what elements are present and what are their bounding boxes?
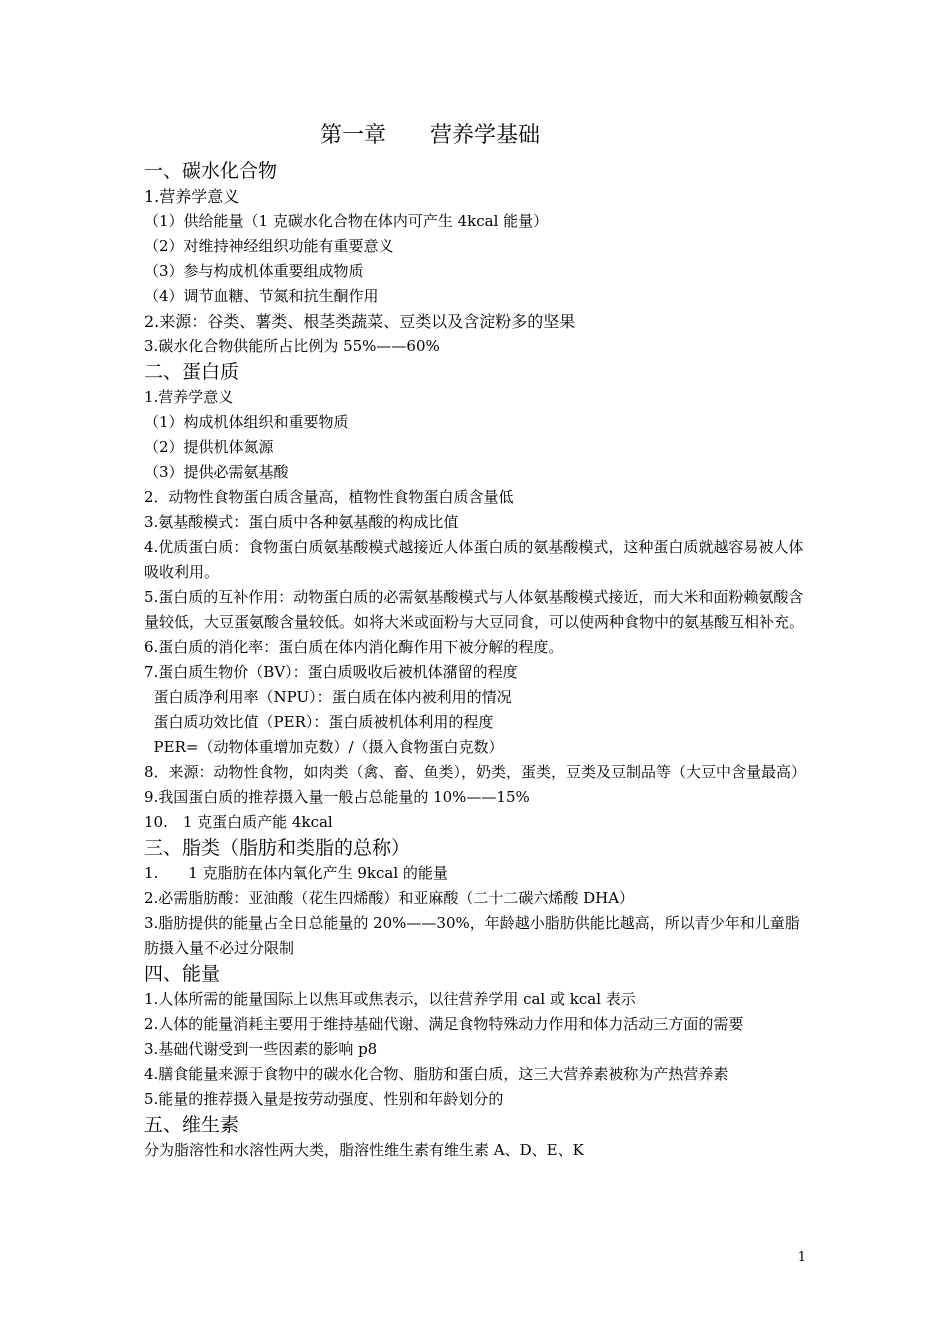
text-line: 1.营养学意义 bbox=[144, 187, 240, 206]
text-line: 1.人体所需的能量国际上以焦耳或焦表示，以往营养学用 cal 或 kcal 表示 bbox=[144, 990, 636, 1008]
text-line: 1. 1 克脂肪在体内氧化产生 9kcal 的能量 bbox=[144, 864, 448, 882]
section-heading: 一、碳水化合物 bbox=[144, 160, 278, 182]
text-line: 分为脂溶性和水溶性两大类，脂溶性维生素有维生素 A、D、E、K bbox=[144, 1141, 584, 1159]
text-line: 2．动物性食物蛋白质含量高，植物性食物蛋白质含量低 bbox=[144, 488, 514, 506]
text-line: 4.膳食能量来源于食物中的碳水化合物、脂肪和蛋白质，这三大营养素被称为产热营养素 bbox=[144, 1065, 729, 1083]
text-line: 10. 1 克蛋白质产能 4kcal bbox=[144, 813, 333, 831]
text-line: 6.蛋白质的消化率：蛋白质在体内消化酶作用下被分解的程度。 bbox=[144, 638, 564, 656]
text-line: 3.碳水化合物供能所占比例为 55%——60% bbox=[144, 337, 440, 355]
text-line: 蛋白质功效比值（PER）：蛋白质被机体利用的程度 bbox=[144, 713, 494, 731]
text-line: （1）供给能量（1 克碳水化合物在体内可产生 4kcal 能量） bbox=[144, 212, 549, 230]
document-body bbox=[144, 158, 812, 1163]
text-line: 9.我国蛋白质的推荐摄入量一般占总能量的 10%——15% bbox=[144, 788, 530, 806]
text-line: （3）参与构成机体重要组成物质 bbox=[144, 262, 364, 280]
section-heading: 二、蛋白质 bbox=[144, 361, 240, 383]
text-line: 2.必需脂肪酸：亚油酸（花生四烯酸）和亚麻酸（二十二碳六烯酸 DHA） bbox=[144, 889, 635, 907]
chapter-title: 第一章 营养学基础 bbox=[319, 123, 540, 148]
text-line: 蛋白质净利用率（NPU）：蛋白质在体内被利用的情况 bbox=[144, 688, 512, 706]
text-line: 2.人体的能量消耗主要用于维持基础代谢、满足食物特殊动力作用和体力活动三方面的需要 bbox=[144, 1015, 744, 1033]
page-number: 1 bbox=[797, 1250, 806, 1265]
text-line: 5.能量的推荐摄入量是按劳动强度、性别和年龄划分的 bbox=[144, 1090, 504, 1108]
text-line: （2）对维持神经组织功能有重要意义 bbox=[144, 237, 394, 255]
section-heading: 四、能量 bbox=[144, 963, 221, 985]
text-line: 8．来源：动物性食物，如肉类（禽、畜、鱼类），奶类，蛋类，豆类及豆制品等（大豆中含量最高） bbox=[144, 763, 807, 781]
text-line: 3.基础代谢受到一些因素的影响 p8 bbox=[144, 1040, 378, 1058]
text-line: 3.氨基酸模式：蛋白质中各种氨基酸的构成比值 bbox=[144, 513, 459, 531]
text-line: 7.蛋白质生物价（BV）：蛋白质吸收后被机体潴留的程度 bbox=[144, 663, 518, 681]
text-line: 1.营养学意义 bbox=[144, 388, 234, 406]
text-line: （4）调节血糖、节氮和抗生酮作用 bbox=[144, 287, 379, 305]
text-line: （3）提供必需氨基酸 bbox=[144, 463, 289, 481]
text-line: 2.来源：谷类、薯类、根茎类蔬菜、豆类以及含淀粉多的坚果 bbox=[144, 312, 576, 331]
text-line: PER=（动物体重增加克数）/（摄入食物蛋白克数） bbox=[144, 738, 504, 756]
section-heading: 三、脂类（脂肪和类脂的总称） bbox=[144, 837, 411, 859]
text-line: （2）提供机体氮源 bbox=[144, 438, 274, 456]
text-line: 3.脂肪提供的能量占全日总能量的 20%——30%，年龄越小脂肪供能比越高，所以青少年和儿童脂肪摄入量不必过分限制 bbox=[144, 914, 800, 957]
text-line: 4.优质蛋白质：食物蛋白质氨基酸模式越接近人体蛋白质的氨基酸模式，这种蛋白质就越容易被人体吸收利用。 bbox=[144, 538, 804, 581]
section-heading: 五、维生素 bbox=[144, 1114, 240, 1136]
text-line: 5.蛋白质的互补作用：动物蛋白质的必需氨基酸模式与人体氨基酸模式接近，而大米和面粉赖氨酸含量较低，大豆蛋氨酸含量较低。如将大米或面粉与大豆同食，可以使两种食物中的氨基酸互相补充。 bbox=[144, 588, 805, 631]
text-line: （1）构成机体组织和重要物质 bbox=[144, 413, 349, 431]
